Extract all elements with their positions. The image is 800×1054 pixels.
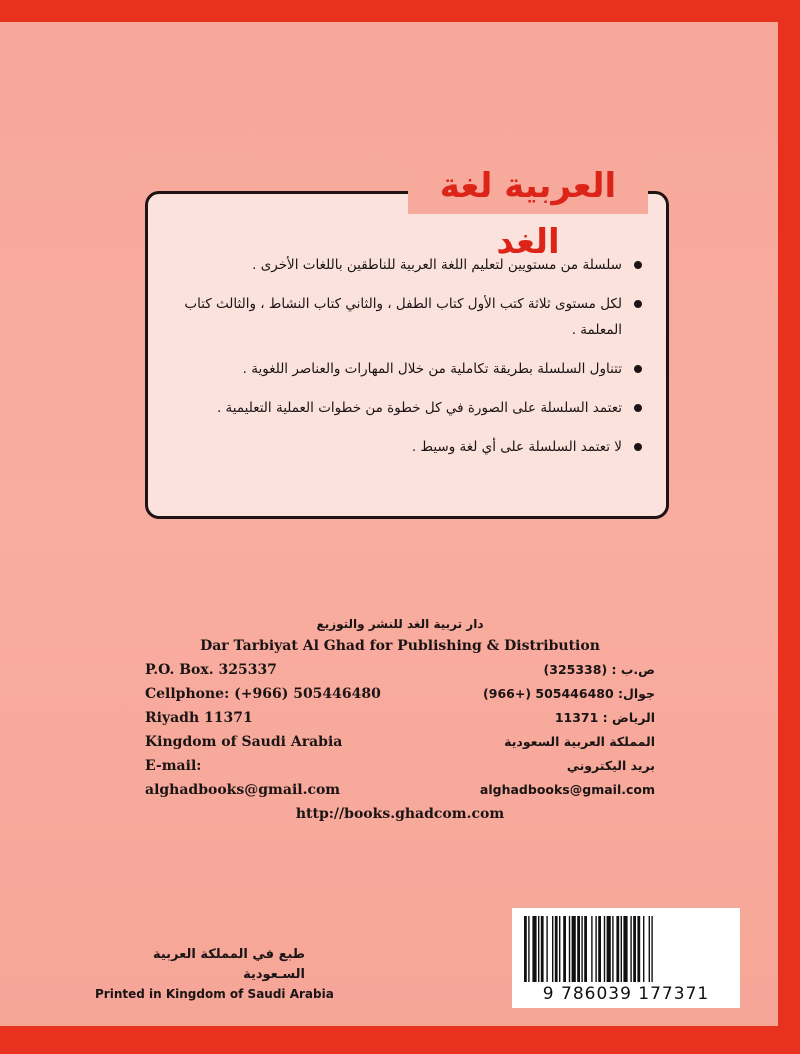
printed-in-en: Printed in Kingdom of Saudi Arabia xyxy=(95,987,334,1001)
publisher-info xyxy=(145,614,655,826)
feature-item: تتناول السلسلة بطريقة تكاملية من خلال المهارات والعناصر اللغوية . xyxy=(178,356,644,382)
feature-item: سلسلة من مستويين لتعليم اللغة العربية للناطقين باللغات الأخرى . xyxy=(178,252,644,278)
publisher-name-en: Dar Tarbiyat Al Ghad for Publishing & Distribution xyxy=(200,638,600,654)
country-ar: المملكة العربية السعودية xyxy=(504,734,655,749)
printed-in-ar: طبع في المملكة العربية السـعودية xyxy=(152,947,305,982)
feature-list xyxy=(178,252,644,473)
feature-item: لا تعتمد السلسلة على أي لغة وسيط . xyxy=(178,434,644,460)
feature-item: لكل مستوى ثلاثة كتب الأول كتاب الطفل ، والثاني كتاب النشاط ، والثالث كتاب المعلمة . xyxy=(178,291,644,343)
bullet-icon xyxy=(634,443,642,451)
barcode-bars-icon xyxy=(522,916,730,982)
contact-row-pobox xyxy=(145,658,655,682)
bullet-icon xyxy=(634,404,642,412)
bullet-icon xyxy=(634,300,642,308)
back-cover xyxy=(0,22,778,1026)
isbn-barcode xyxy=(512,908,740,1008)
contact-row-city xyxy=(145,706,655,730)
city-en: Riyadh 11371 xyxy=(145,710,253,726)
contact-row-email xyxy=(145,754,655,802)
country-en: Kingdom of Saudi Arabia xyxy=(145,734,343,750)
contact-row-country xyxy=(145,730,655,754)
publisher-name-ar: دار تربية الغد للنشر والتوزيع xyxy=(316,617,484,631)
bullet-icon xyxy=(634,365,642,373)
website-url: http://books.ghadcom.com xyxy=(295,806,505,822)
cellphone-ar: جوال: 505446480 (+966) xyxy=(483,686,655,701)
bullet-icon xyxy=(634,261,642,269)
contact-row-cellphone xyxy=(145,682,655,706)
email-en: E-mail: alghadbooks@gmail.com xyxy=(145,758,341,798)
info-box xyxy=(145,191,669,519)
cellphone-en: Cellphone: (+966) 505446480 xyxy=(145,686,381,702)
feature-item: تعتمد السلسلة على الصورة في كل خطوة من خطوات العملية التعليمية . xyxy=(178,395,644,421)
isbn-number: 9 786039 177371 xyxy=(542,984,710,1004)
pobox-en: P.O. Box. 325337 xyxy=(145,662,277,678)
series-title: العربية لغة الغد xyxy=(408,158,648,214)
city-ar: الرياض : 11371 xyxy=(554,710,655,725)
email-ar: بريد اليكتروني alghadbooks@gmail.com xyxy=(479,758,655,797)
printed-in-note xyxy=(95,945,334,1003)
pobox-ar: ص.ب : (325338) xyxy=(543,662,655,677)
